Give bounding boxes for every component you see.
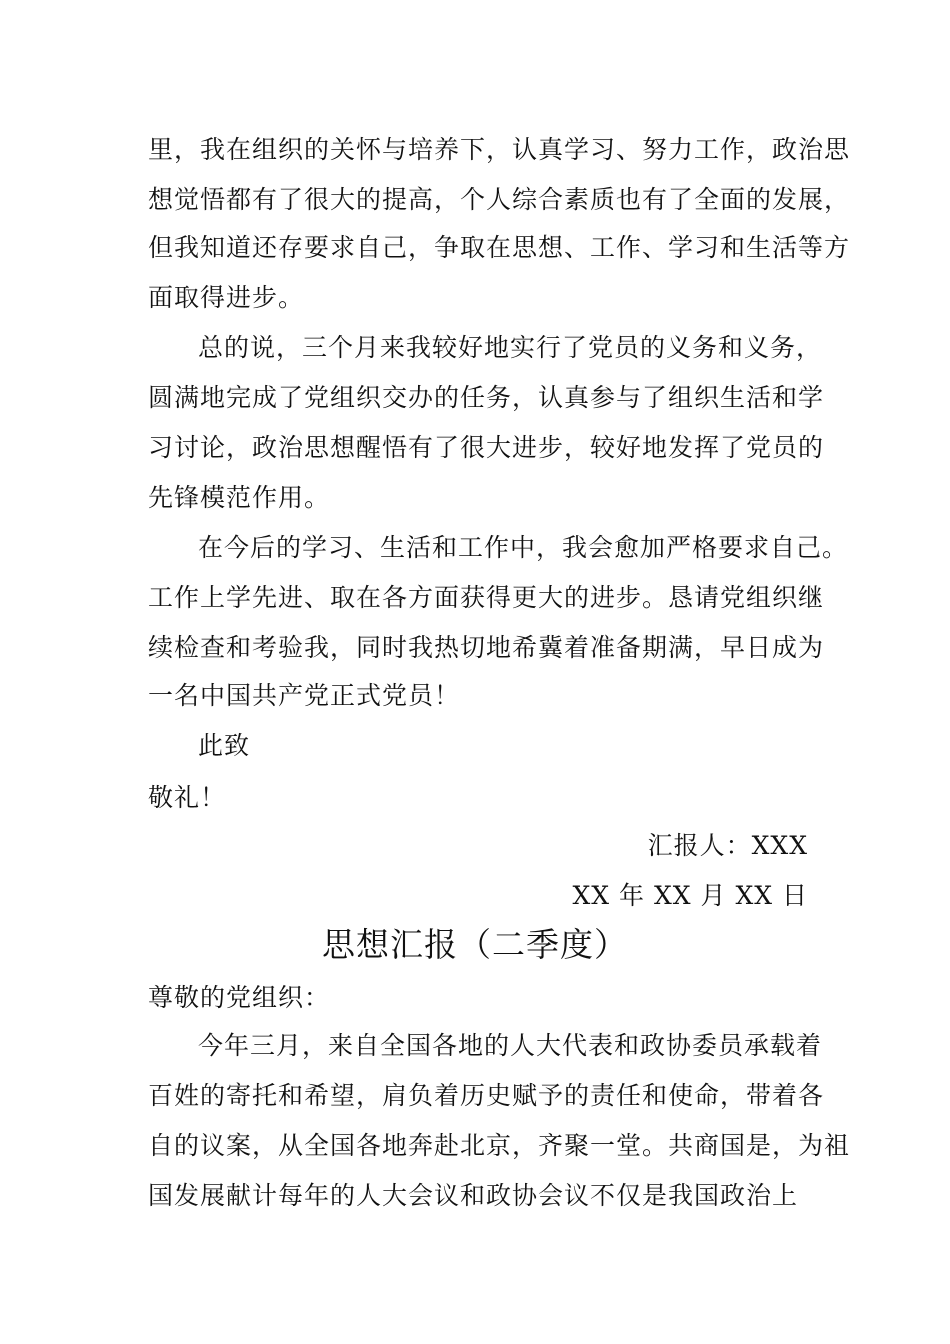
paragraph-line: 工作上学先进、取在各方面获得更大的进步。恳请党组织继 — [148, 583, 825, 612]
paragraph-line: 国发展献计每年的人大会议和政协会议不仅是我国政治上 — [148, 1181, 799, 1210]
paragraph-line: 里，我在组织的关怀与培养下，认真学习、努力工作，政治思 — [148, 135, 851, 164]
paragraph-line: 续检查和考验我，同时我热切地希冀着准备期满，早日成为 — [148, 633, 825, 662]
reporter-signature: 汇报人：XXX — [647, 831, 808, 860]
greeting-text: 尊敬的党组织： — [148, 983, 331, 1012]
paragraph-line: 百姓的寄托和希望，肩负着历史赋予的责任和使命，带着各 — [148, 1081, 825, 1110]
paragraph-line: 总的说，三个月来我较好地实行了党员的义务和义务， — [198, 333, 823, 362]
paragraph-line: 面取得进步。 — [148, 283, 305, 312]
paragraph-line: 先锋模范作用。 — [148, 483, 331, 512]
paragraph-line: 在今后的学习、生活和工作中，我会愈加严格要求自己。 — [198, 533, 849, 562]
paragraph-line: 今年三月，来自全国各地的人大代表和政协委员承载着 — [198, 1031, 823, 1060]
paragraph-line: 想觉悟都有了很大的提高，个人综合素质也有了全面的发展， — [148, 185, 851, 214]
salute-text: 敬礼！ — [148, 783, 227, 812]
section-title: 思想汇报（二季度） — [322, 925, 628, 964]
paragraph-line: 习讨论，政治思想醒悟有了很大进步，较好地发挥了党员的 — [148, 433, 825, 462]
paragraph-line: 但我知道还存要求自己，争取在思想、工作、学习和生活等方 — [148, 233, 851, 262]
paragraph-line: 一名中国共产党正式党员！ — [148, 681, 461, 710]
closing-text: 此致 — [198, 731, 251, 760]
paragraph-line: 自的议案，从全国各地奔赴北京，齐聚一堂。共商国是，为祖 — [148, 1131, 851, 1160]
report-date: XX 年 XX 月 XX 日 — [572, 881, 808, 910]
paragraph-line: 圆满地完成了党组织交办的任务，认真参与了组织生活和学 — [148, 383, 825, 412]
